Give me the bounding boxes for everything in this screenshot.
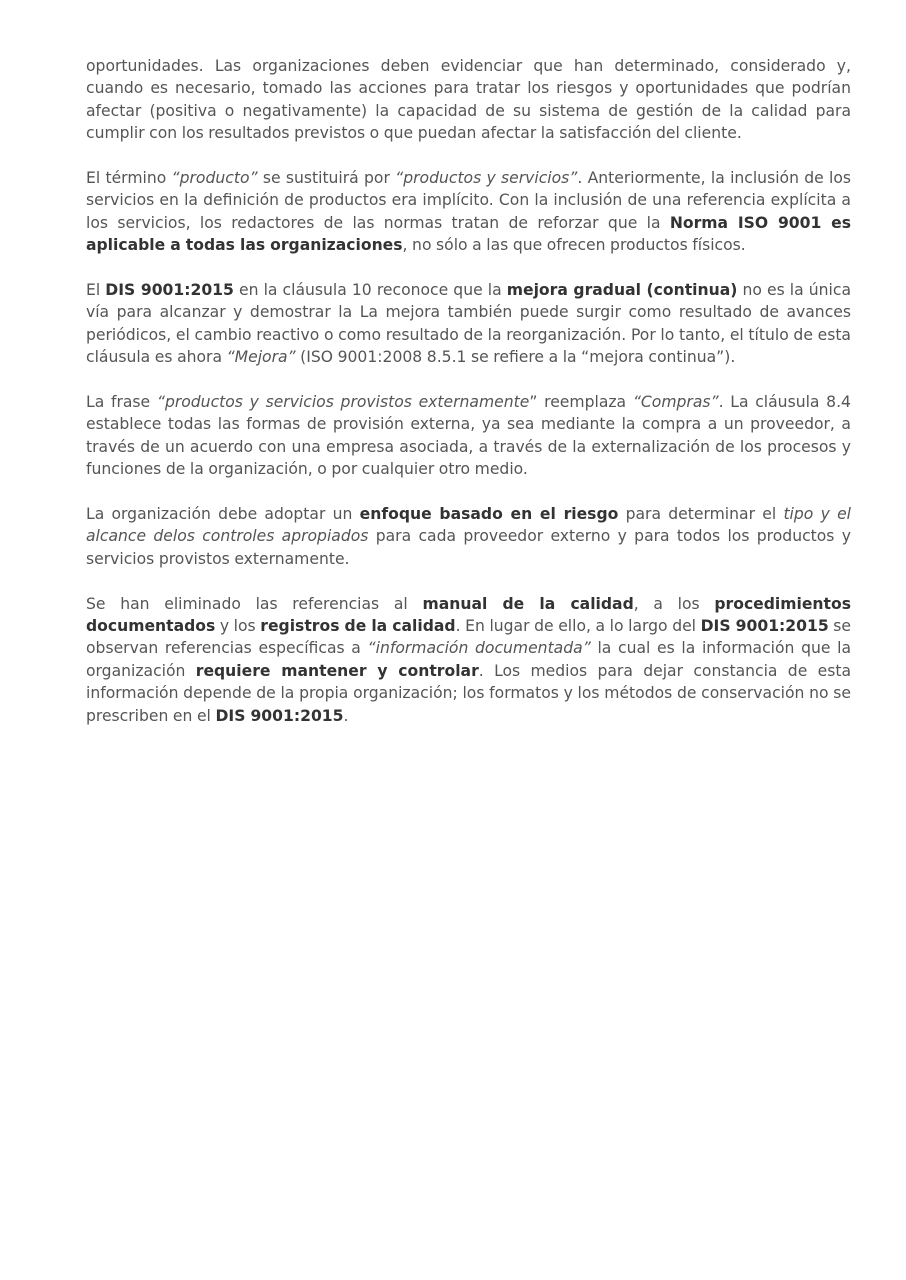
bold-text-run: mejora gradual (continua) — [506, 281, 738, 300]
bold-text-run: procedimientos documentados — [86, 594, 851, 636]
italic-text-run: “productos y servicios provistos externamente — [156, 393, 530, 412]
text-run: Se han eliminado las referencias al — [86, 594, 423, 613]
italic-text-run: tipo y el alcance delos controles apropiados — [86, 505, 851, 546]
text-run: El término — [86, 169, 172, 188]
italic-text-run: “productos y servicios” — [395, 169, 578, 188]
italic-text-run: “Mejora” — [226, 348, 296, 367]
italic-text-run: “Compras” — [632, 393, 719, 412]
bold-text-run: Norma ISO 9001 es aplicable a todas las organizaciones — [86, 213, 852, 255]
text-run: ” reemplaza — [529, 393, 633, 412]
text-run: se observan referencias específicas a — [86, 617, 851, 658]
text-run: en la cláusula 10 reconoce que la — [233, 281, 507, 300]
text-run: . Anteriormente, la inclusión de los servicios en la definición de productos era implícito. Con la inclusión de una referencia explícita a los servicios, los redactores de las normas tratan de reforzar que la — [86, 169, 852, 232]
paragraph-external-provision — [86, 391, 851, 481]
text-run: . — [343, 706, 349, 725]
document-page — [86, 55, 851, 750]
text-run: El — [86, 281, 106, 300]
text-run: oportunidades. Las organizaciones deben evidenciar que han determinado, considerado y, cuando es necesario, tomado las acciones para tratar los riesgos y oportunidades que podrían afectar (positiva o negativamente) la capacidad de su sistema de gestión de la calidad para cumplir con los resultados previstos o que puedan afectar la satisfacción del cliente. — [86, 57, 851, 143]
text-run: , a los — [633, 594, 715, 613]
text-run: (ISO 9001:2008 8.5.1 se refiere a la “mejora continua”). — [295, 348, 736, 367]
text-run: no es la única vía para alcanzar y demostrar la La mejora también puede surgir como resultado de avances periódicos, el cambio reactivo o como resultado de la reorganización. Por lo tanto, el título de esta cláusula es ahora — [86, 281, 852, 367]
text-run: y los — [215, 617, 261, 636]
text-run: se sustituirá por — [257, 169, 396, 188]
bold-text-run: enfoque basado en el riesgo — [359, 505, 619, 524]
bold-text-run: manual de la calidad — [422, 594, 634, 613]
text-run: . En lugar de ello, a lo largo del — [455, 617, 701, 636]
text-run: . La cláusula 8.4 establece todas las formas de provisión externa, ya sea mediante la compra a un proveedor, a través de un acuerdo con una empresa asociada, a través de la externalización de los procesos y funciones de la organización, o por cualquier otro medio. — [86, 393, 851, 479]
paragraph-documented-information — [86, 593, 851, 727]
italic-text-run: “producto” — [171, 169, 258, 188]
paragraph-products-services — [86, 167, 851, 257]
text-run: para determinar el — [618, 505, 784, 524]
bold-text-run: DIS 9001:2015 — [105, 281, 234, 300]
bold-text-run: requiere mantener y controlar — [195, 661, 479, 680]
paragraph-risk-based-approach — [86, 503, 851, 570]
italic-text-run: “información documentada” — [367, 639, 591, 658]
text-run: La frase — [86, 393, 157, 412]
bold-text-run: registros de la calidad — [260, 617, 456, 636]
text-run: La organización debe adoptar un — [86, 505, 360, 524]
paragraph-improvement — [86, 279, 851, 369]
text-run: la cual es la información que la organización — [86, 639, 851, 680]
paragraph-risks-opportunities — [86, 55, 851, 145]
text-run: , no sólo a las que ofrecen productos físicos. — [402, 236, 746, 255]
bold-text-run: DIS 9001:2015 — [215, 706, 344, 725]
bold-text-run: DIS 9001:2015 — [700, 617, 829, 636]
text-run: . Los medios para dejar constancia de esta información depende de la propia organización; los formatos y los métodos de conservación no se prescriben en el — [86, 661, 852, 725]
text-run: para cada proveedor externo y para todos los productos y servicios provistos externamente. — [86, 527, 851, 568]
